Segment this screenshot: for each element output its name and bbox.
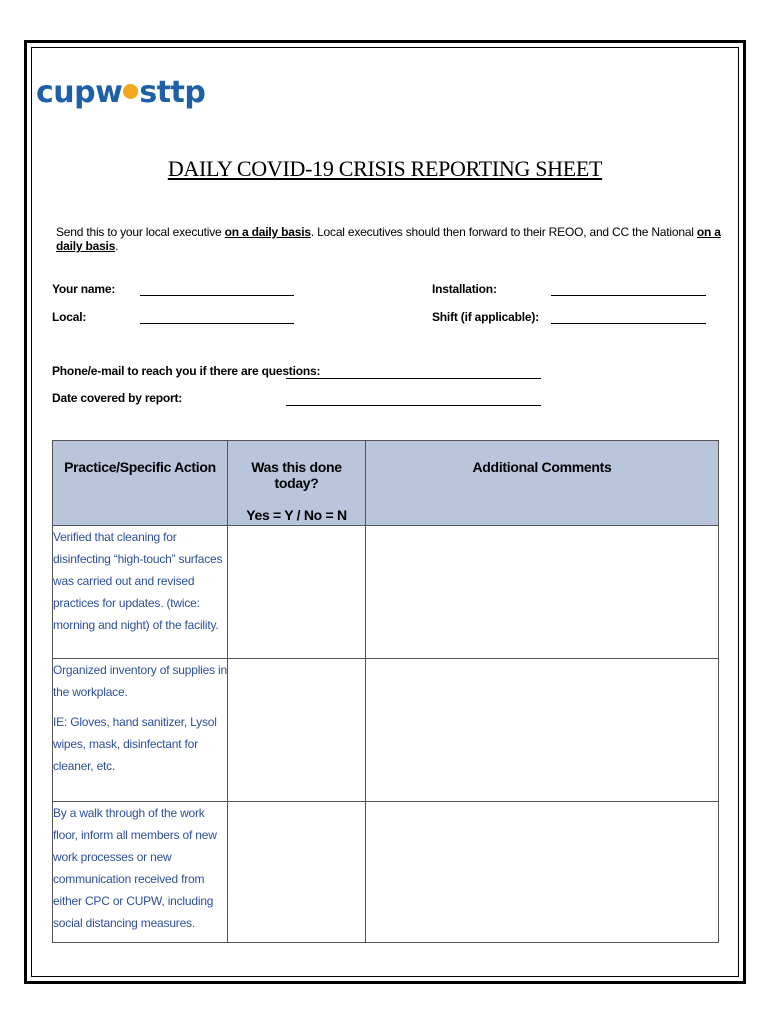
your-name-field[interactable]: [140, 295, 294, 296]
action-cell: [53, 802, 228, 943]
intro-text: [56, 225, 746, 253]
done-today-cell[interactable]: [228, 802, 366, 943]
table-row: [53, 659, 719, 802]
comments-cell[interactable]: [366, 802, 719, 943]
action-cell: [53, 526, 228, 659]
local-label: Local:: [52, 310, 87, 324]
header-done-label: Was this done today?: [251, 459, 342, 491]
phone-email-label: Phone/e-mail to reach you if there are questions:: [52, 364, 321, 378]
done-today-cell[interactable]: [228, 526, 366, 659]
action-cell: [53, 659, 228, 802]
comments-cell[interactable]: [366, 526, 719, 659]
header-action: [53, 441, 228, 526]
intro-part1: Send this to your local executive: [56, 225, 225, 239]
date-covered-field[interactable]: [286, 405, 541, 406]
header-done-today: [228, 441, 366, 526]
intro-part2: . Local executives should then forward to their REOO, and CC the National: [310, 225, 697, 239]
report-table: [52, 440, 719, 943]
intro-bold1: on a daily basis: [224, 225, 311, 239]
intro-part3: .: [115, 239, 119, 253]
comments-cell[interactable]: [366, 659, 719, 802]
local-field[interactable]: [140, 323, 294, 324]
page-title: DAILY COVID-19 CRISIS REPORTING SHEET: [167, 156, 603, 181]
table-header-row: [53, 441, 719, 526]
action-text: IE: Gloves, hand sanitizer, Lysol wipes, mask, disinfectant for cleaner, etc.: [53, 715, 217, 773]
shift-field[interactable]: [551, 323, 706, 324]
logo-dot-icon: [123, 84, 138, 99]
cupw-logo: [36, 75, 206, 110]
action-text: Verified that cleaning for disinfecting “high-touch” surfaces was carried out and revised practices for updates. (twice: morning and night) of the facility.: [53, 530, 223, 632]
header-comments-label: Additional Comments: [472, 459, 612, 475]
table-row: [53, 802, 719, 943]
your-name-label: Your name:: [52, 282, 116, 296]
table-row: [53, 526, 719, 659]
header-yes-no-label: Yes = Y / No = N: [246, 507, 347, 523]
action-text: Organized inventory of supplies in the workplace.: [53, 663, 227, 699]
done-today-cell[interactable]: [228, 659, 366, 802]
logo-text-right: sttp: [139, 75, 206, 110]
date-covered-label: Date covered by report:: [52, 391, 183, 405]
header-comments: [366, 441, 719, 526]
shift-label: Shift (if applicable):: [432, 310, 539, 324]
action-text: By a walk through of the work floor, inform all members of new work processes or new communication received from either CPC or CUPW, including social distancing measures.: [53, 806, 217, 930]
installation-label: Installation:: [432, 282, 497, 296]
header-action-label: Practice/Specific Action: [64, 459, 216, 475]
phone-email-field[interactable]: [286, 378, 541, 379]
logo-text-left: cupw: [36, 75, 123, 110]
installation-field[interactable]: [551, 295, 706, 296]
intro-bold2: on a daily basis: [56, 225, 721, 253]
